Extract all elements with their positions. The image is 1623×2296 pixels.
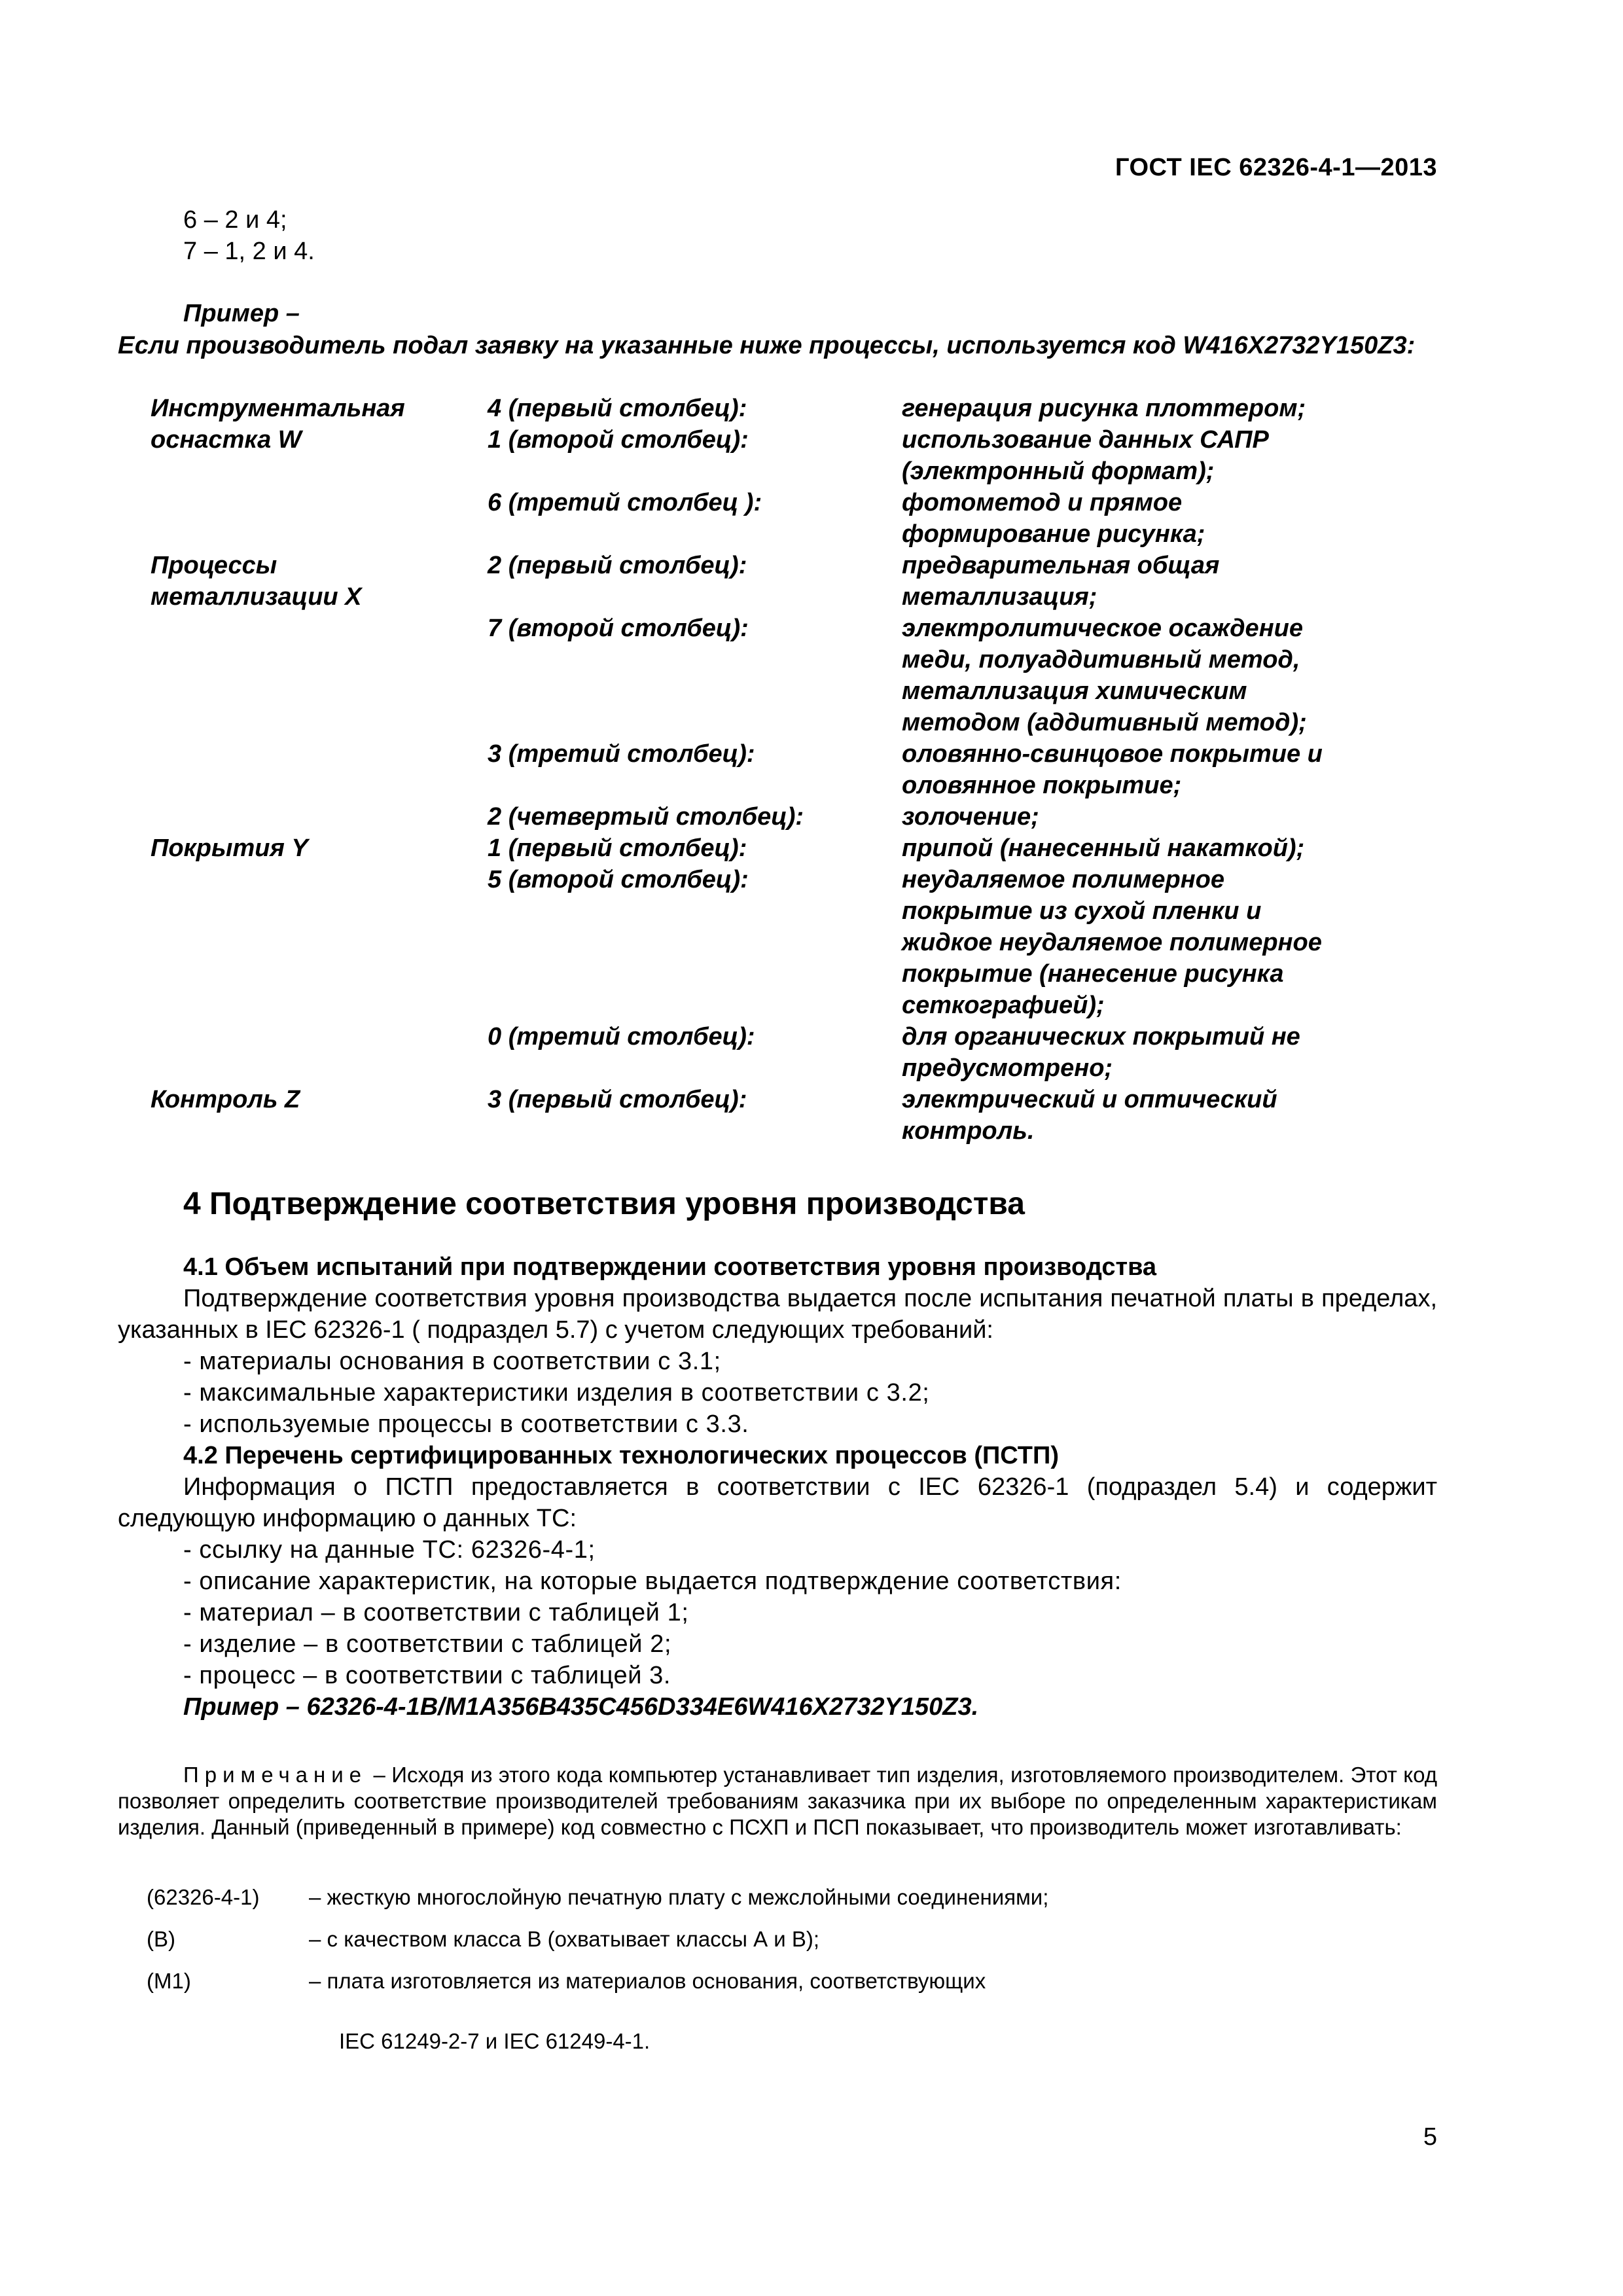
row-description: использование данных САПР xyxy=(902,426,1269,454)
row-description: контроль. xyxy=(902,1117,1035,1145)
example-intro: Если производитель подал заявку на указанные ниже процессы, используется код W416X2732Y150Z3: xyxy=(118,332,1416,359)
subsection-4-2-title: 4.2 Перечень сертифицированных технологических процессов (ПСТП) xyxy=(183,1442,1059,1469)
list-item: - процесс – в соответствии с таблицей 3. xyxy=(183,1662,671,1689)
row-description: золочение; xyxy=(902,803,1039,831)
document-header: ГОСТ IEC 62326-4-1—2013 xyxy=(1115,154,1437,181)
top-list xyxy=(183,204,315,267)
table-row xyxy=(0,927,1623,958)
row-description: припой (нанесенный накаткой); xyxy=(902,834,1305,862)
table-row xyxy=(0,738,1623,770)
table-row xyxy=(0,958,1623,990)
code-key: (M1) xyxy=(147,1969,191,1993)
row-description: металлизация; xyxy=(902,583,1097,611)
note-text: – Исходя из этого кода компьютер устанавливает тип изделия, изготовляемого производителем. Этот код позволяет определить соответствие производителей требованиям заказчика при их выборе по определенным характеристикам изделия. Данный (приведенный в примере) код совместно с ПСХП и ПСП показывает, что производитель может изготавливать: xyxy=(118,1763,1437,1839)
row-group: Процессы xyxy=(151,552,277,579)
row-description: методом (аддитивный метод); xyxy=(902,709,1307,736)
row-description: предусмотрено; xyxy=(902,1054,1113,1082)
row-description: сеткографией); xyxy=(902,992,1105,1019)
table-row xyxy=(0,675,1623,707)
code-value: – с качеством класса В (охватывает классы А и В); xyxy=(309,1927,820,1951)
table-row xyxy=(0,1115,1623,1147)
list-item: - материалы основания в соответствии с 3.1; xyxy=(183,1348,721,1375)
row-description: для органических покрытий не xyxy=(902,1023,1300,1050)
code-value: – плата изготовляется из материалов основания, соответствующих xyxy=(309,1969,986,1993)
row-description: формирование рисунка; xyxy=(902,520,1205,548)
table-row xyxy=(0,1021,1623,1052)
row-description: фотометод и прямое xyxy=(902,489,1183,516)
row-column: 3 (третий столбец): xyxy=(488,740,755,768)
row-group: Покрытия Y xyxy=(151,834,308,862)
list-item: - описание характеристик, на которые выдается подтверждение соответствия: xyxy=(183,1568,1122,1595)
row-description: жидкое неудаляемое полимерное xyxy=(902,929,1322,956)
note-paragraph xyxy=(118,1762,1437,1840)
row-group: металлизации X xyxy=(151,583,362,611)
code-row xyxy=(0,1927,1623,1969)
row-column: 7 (второй столбец): xyxy=(488,615,749,642)
row-description: оловянно-свинцовое покрытие и xyxy=(902,740,1323,768)
row-column: 1 (второй столбец): xyxy=(488,426,749,454)
table-row xyxy=(0,707,1623,738)
table-row xyxy=(0,833,1623,864)
row-description: покрытие из сухой пленки и xyxy=(902,897,1262,925)
row-description: металлизация химическим xyxy=(902,677,1247,705)
row-description: электрический и оптический xyxy=(902,1086,1277,1113)
code-row xyxy=(0,1969,1623,2011)
row-column: 4 (первый столбец): xyxy=(488,395,747,422)
table-row xyxy=(0,990,1623,1021)
table-row xyxy=(0,550,1623,581)
example-label: Пример – xyxy=(183,300,300,327)
table-row xyxy=(0,613,1623,644)
table-row xyxy=(0,518,1623,550)
code-value: – жесткую многослойную печатную плату с межслойными соединениями; xyxy=(309,1885,1049,1909)
section-4-body xyxy=(118,1251,1437,1723)
table-row xyxy=(0,1084,1623,1115)
table-row xyxy=(0,581,1623,613)
code-continuation: IEC 61249-2-7 и IEC 61249-4-1. xyxy=(339,2029,651,2053)
table-row xyxy=(0,644,1623,675)
list-item: - материал – в соответствии с таблицей 1; xyxy=(183,1599,689,1626)
row-group: Инструментальная xyxy=(151,395,405,422)
code-row xyxy=(0,1885,1623,1927)
page-number: 5 xyxy=(1423,2123,1437,2151)
table-row xyxy=(0,1052,1623,1084)
table-row xyxy=(0,770,1623,801)
row-description: предварительная общая xyxy=(902,552,1220,579)
list-item: 6 – 2 и 4; xyxy=(183,206,287,234)
table-row xyxy=(0,895,1623,927)
row-description: генерация рисунка плоттером; xyxy=(902,395,1306,422)
row-description: покрытие (нанесение рисунка xyxy=(902,960,1284,988)
code-explanations xyxy=(0,1885,1623,2011)
row-description: меди, полуаддитивный метод, xyxy=(902,646,1300,673)
table-row xyxy=(0,424,1623,456)
list-item: - максимальные характеристики изделия в соответствии с 3.2; xyxy=(183,1379,930,1407)
subsection-4-2-example: Пример – 62326-4-1B/M1A356B435C456D334E6W416X2732Y150Z3. xyxy=(183,1693,979,1721)
note-label: Примечание xyxy=(183,1763,368,1787)
table-row xyxy=(0,393,1623,424)
table-row xyxy=(0,801,1623,833)
row-column: 6 (третий столбец ): xyxy=(488,489,762,516)
row-column: 0 (третий столбец): xyxy=(488,1023,755,1050)
row-description: неудаляемое полимерное xyxy=(902,866,1224,893)
code-key: (62326-4-1) xyxy=(147,1885,260,1909)
example-code-table xyxy=(0,393,1623,1147)
row-description: оловянное покрытие; xyxy=(902,772,1182,799)
subsection-4-1-title: 4.1 Объем испытаний при подтверждении соответствия уровня производства xyxy=(183,1253,1157,1281)
table-row xyxy=(0,487,1623,518)
table-row xyxy=(0,864,1623,895)
row-column: 2 (четвертый столбец): xyxy=(488,803,804,831)
list-item: 7 – 1, 2 и 4. xyxy=(183,238,315,265)
row-column: 5 (второй столбец): xyxy=(488,866,749,893)
code-key: (B) xyxy=(147,1927,175,1951)
subsection-4-1-paragraph: Подтверждение соответствия уровня производства выдается после испытания печатной платы в пределах, указанных в IEC 62326-1 ( подраздел 5.7) с учетом следующих требований: xyxy=(118,1285,1437,1344)
list-item: - используемые процессы в соответствии с 3.3. xyxy=(183,1410,749,1438)
table-row xyxy=(0,456,1623,487)
list-item: - ссылку на данные ТС: 62326-4-1; xyxy=(183,1536,596,1564)
subsection-4-2-paragraph: Информация о ПСТП предоставляется в соответствии с IEC 62326-1 (подраздел 5.4) и содержит следующую информацию о данных ТС: xyxy=(118,1473,1437,1532)
row-description: (электронный формат); xyxy=(902,457,1215,485)
row-group: оснастка W xyxy=(151,426,302,454)
row-column: 1 (первый столбец): xyxy=(488,834,747,862)
row-column: 2 (первый столбец): xyxy=(488,552,747,579)
row-column: 3 (первый столбец): xyxy=(488,1086,747,1113)
list-item: - изделие – в соответствии с таблицей 2; xyxy=(183,1630,672,1658)
row-description: электролитическое осаждение xyxy=(902,615,1303,642)
row-group: Контроль Z xyxy=(151,1086,300,1113)
section-4-title: 4 Подтверждение соответствия уровня производства xyxy=(183,1187,1025,1221)
